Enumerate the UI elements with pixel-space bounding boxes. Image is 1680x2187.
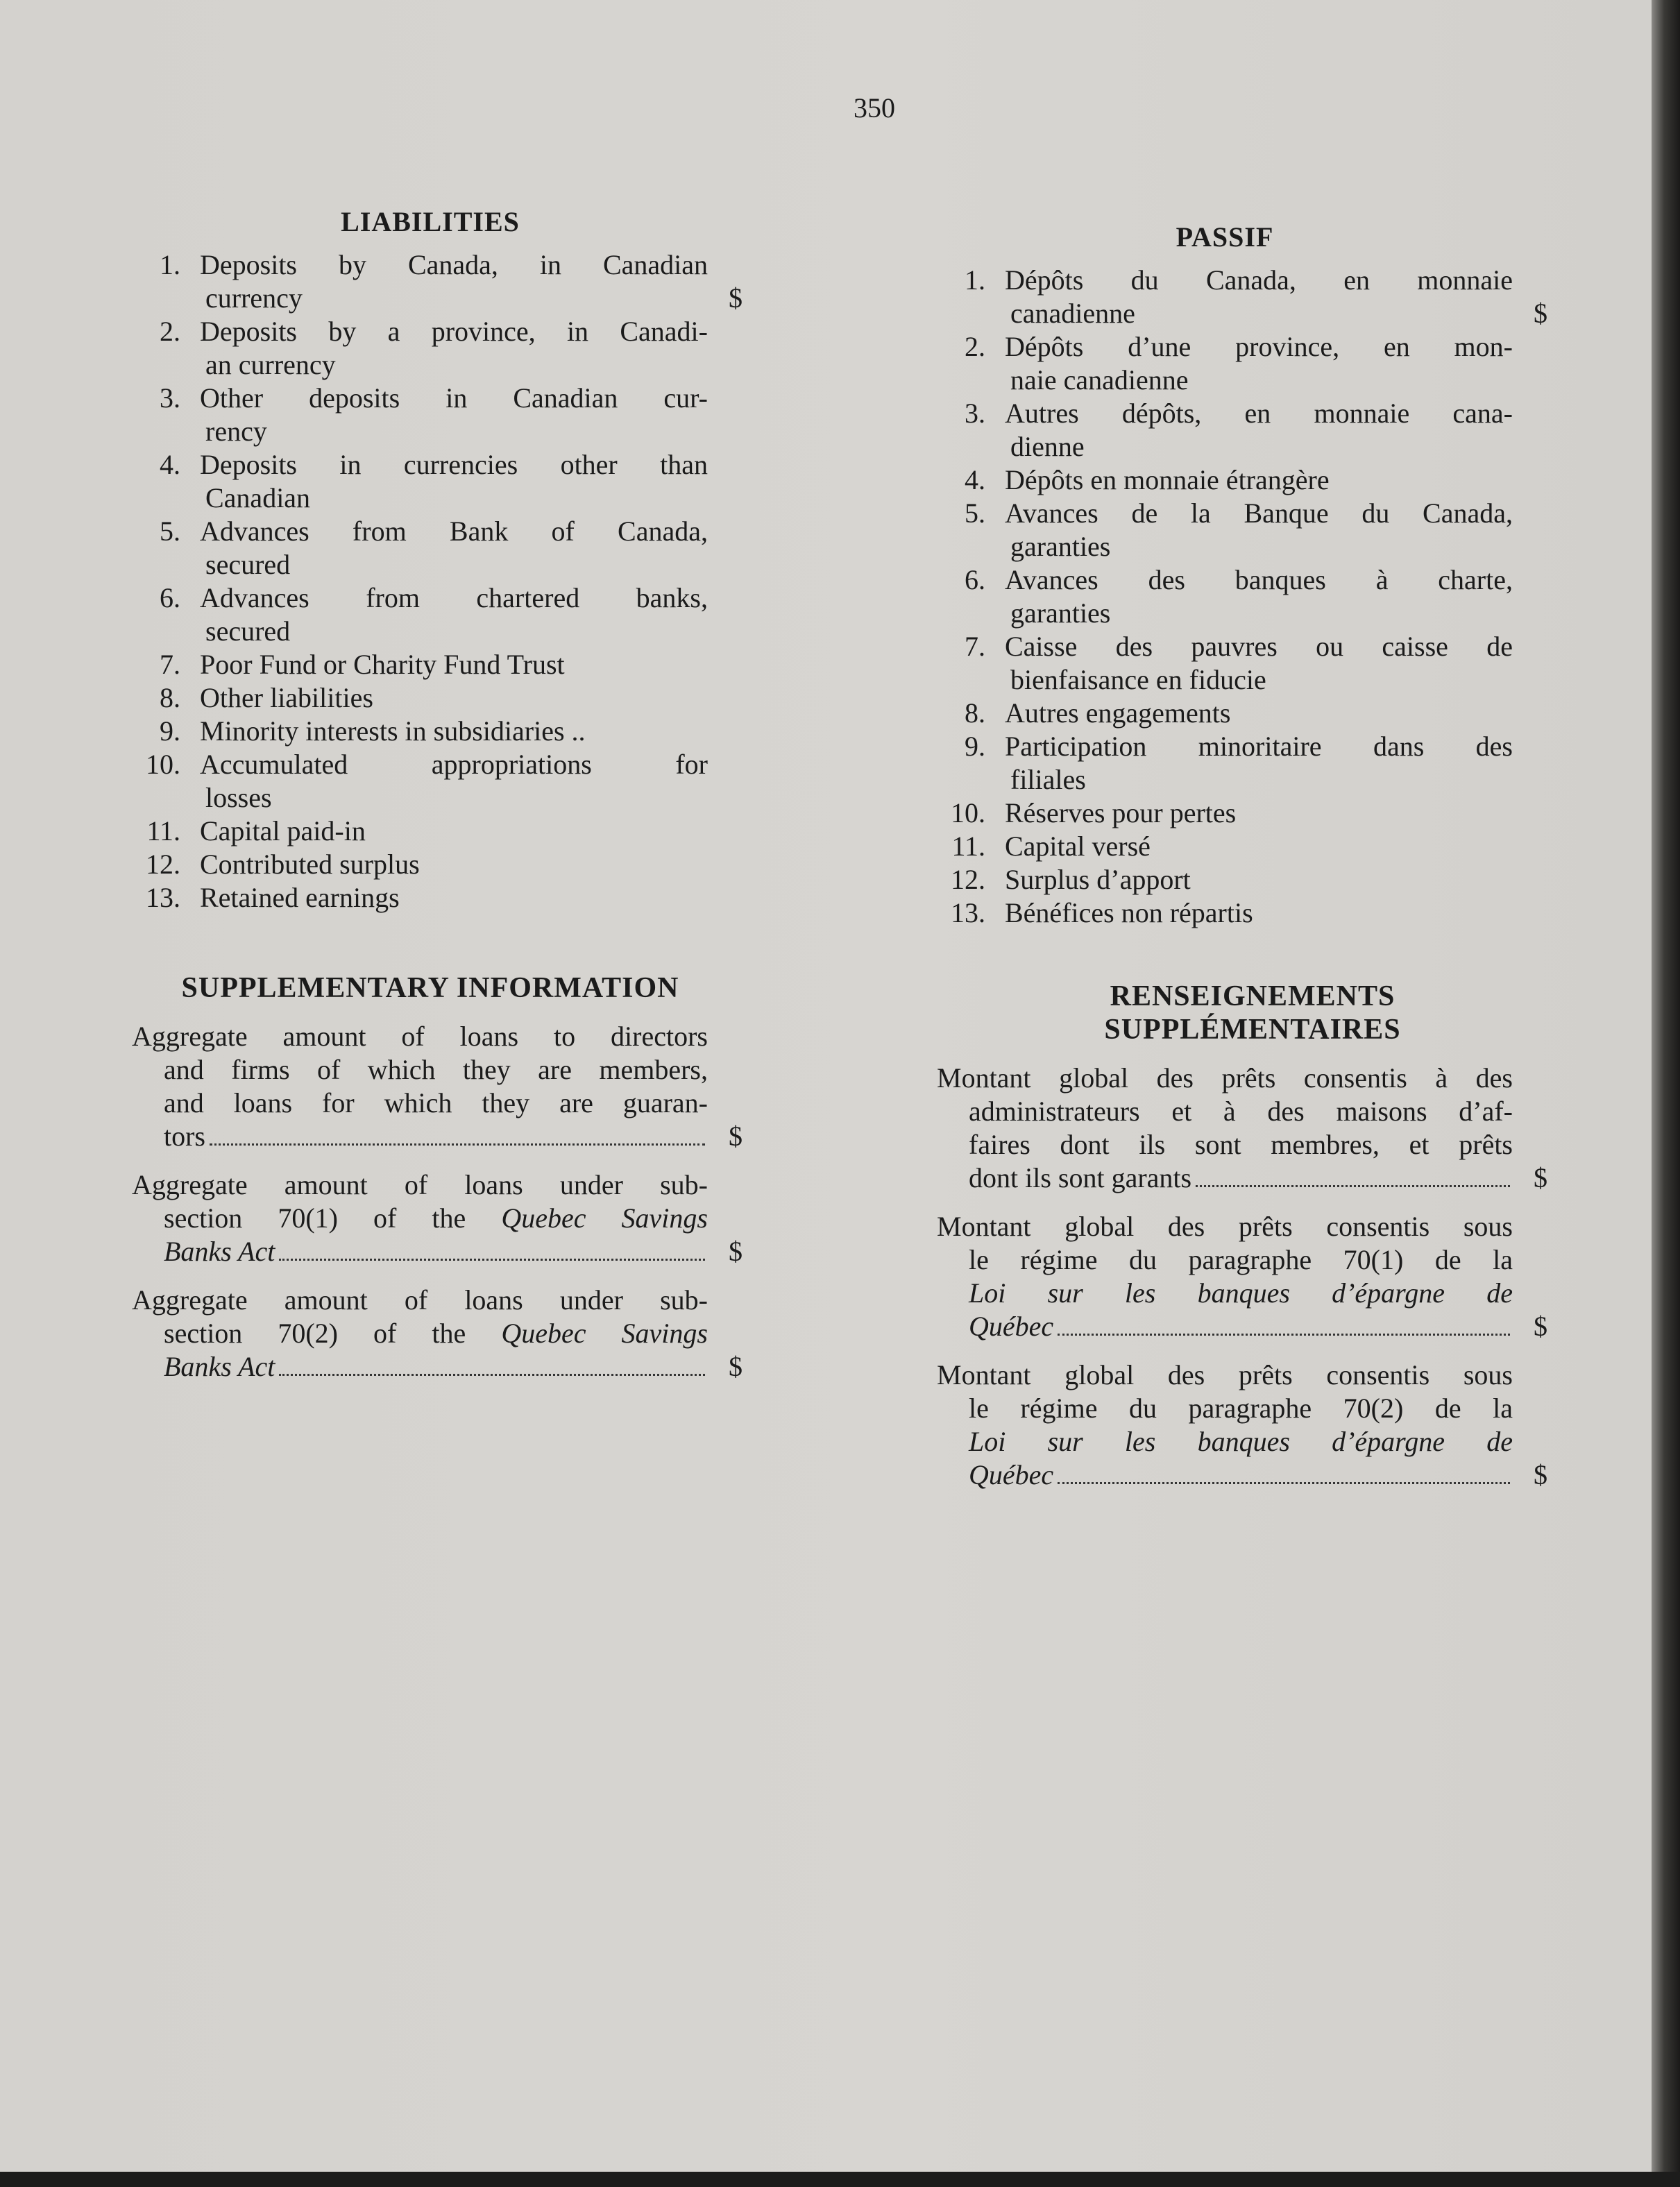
item-text	[1005, 563, 1513, 630]
item-line	[200, 781, 708, 815]
item-text	[1005, 264, 1513, 330]
item-text	[200, 848, 708, 881]
item-text	[1005, 463, 1513, 497]
entry-line	[132, 1317, 708, 1350]
item-number: 10.	[146, 749, 180, 780]
item-text	[200, 382, 708, 448]
item-number: 5.	[160, 516, 180, 547]
entry-line-italic: Loi sur les banques d’épargne de	[969, 1277, 1513, 1309]
list-item	[937, 797, 1513, 830]
dollar-sign: $	[1534, 1311, 1547, 1342]
item-line-text: garanties	[1010, 597, 1111, 629]
entry-line: le régime du paragraphe 70(1) de la	[969, 1244, 1513, 1275]
item-line: Advances from Bank of Canada,	[200, 516, 708, 547]
passif-column	[937, 221, 1547, 930]
entry-line-text: section 70(2) of the	[164, 1318, 502, 1349]
item-number: 6.	[965, 564, 985, 595]
item-text	[200, 815, 708, 848]
item-number: 3.	[160, 382, 180, 414]
entry-line-italic: Loi sur les banques d’épargne de	[969, 1426, 1513, 1457]
item-line	[1005, 463, 1513, 497]
item-line-text: Capital versé	[1005, 831, 1151, 862]
item-line-text: dienne	[1010, 431, 1085, 462]
dollar-sign: $	[729, 1121, 743, 1152]
item-line	[1005, 697, 1513, 730]
item-line-text: currency	[205, 282, 303, 314]
item-line: Deposits in currencies other than	[200, 449, 708, 480]
item-line-text: garanties	[1010, 531, 1111, 562]
item-number: 6.	[160, 582, 180, 613]
page-bottom-edge	[0, 2172, 1680, 2187]
item-number: 8.	[160, 682, 180, 713]
entry-line-text: tors	[164, 1121, 205, 1152]
item-number: 13.	[146, 882, 180, 913]
supplementary-entry	[937, 1359, 1547, 1492]
item-number: 7.	[160, 649, 180, 680]
item-text	[200, 315, 708, 382]
item-text	[200, 881, 708, 914]
entry-line: Montant global des prêts consentis sous	[937, 1359, 1513, 1390]
item-line-text: Canadian	[205, 482, 311, 513]
entry-line-text: Banks Act	[164, 1236, 275, 1267]
item-text	[1005, 896, 1513, 930]
item-number: 11.	[951, 831, 985, 862]
list-item	[132, 448, 708, 515]
list-item	[937, 863, 1513, 896]
entry-line: Aggregate amount of loans under sub-	[132, 1284, 708, 1316]
item-text	[1005, 630, 1513, 697]
list-item	[937, 830, 1513, 863]
list-item	[132, 248, 743, 315]
item-line	[200, 348, 708, 382]
supplementary-entry	[132, 1284, 743, 1384]
dollar-sign: $	[729, 282, 743, 314]
list-item	[132, 581, 708, 648]
item-line	[1005, 830, 1513, 863]
dot-leader	[279, 1258, 705, 1261]
item-number: 13.	[951, 897, 985, 928]
supplementary-column	[132, 971, 743, 1399]
entry-line: faires dont ils sont membres, et prêts	[969, 1129, 1513, 1160]
entry-line-text: section 70(1) of the	[164, 1202, 502, 1234]
entry-line-text: Québec	[969, 1459, 1054, 1490]
item-number: 11.	[146, 815, 180, 846]
dot-leader	[1058, 1481, 1510, 1484]
dot-leader	[1058, 1333, 1510, 1336]
entry-line-text: dont ils sont garants	[969, 1162, 1192, 1193]
entry-line-italic: Quebec Savings	[501, 1202, 708, 1234]
item-line	[200, 548, 708, 581]
entry-line: and loans for which they are guaran-	[164, 1087, 708, 1118]
item-line	[200, 282, 708, 315]
item-line-text: Dépôts en monnaie étrangère	[1005, 464, 1330, 495]
item-line	[1005, 364, 1513, 397]
dollar-sign: $	[1534, 1162, 1547, 1193]
item-number: 2.	[965, 331, 985, 362]
item-line: Advances from chartered banks,	[200, 582, 708, 613]
entry-line-text: Québec	[969, 1311, 1054, 1342]
supplementary-entry	[937, 1210, 1547, 1343]
item-number: 5.	[965, 497, 985, 529]
item-line	[200, 482, 708, 515]
supplementary-list	[132, 1020, 743, 1384]
entry-line: le régime du paragraphe 70(2) de la	[969, 1393, 1513, 1424]
item-number: 8.	[965, 697, 985, 729]
item-number: 3.	[965, 398, 985, 429]
item-line-text: Contributed surplus	[200, 849, 420, 880]
entry-line-italic: Quebec Savings	[501, 1318, 708, 1349]
entry-line: Montant global des prêts consentis sous	[937, 1211, 1513, 1242]
item-line	[1005, 797, 1513, 830]
item-text	[200, 248, 708, 315]
item-number: 4.	[160, 449, 180, 480]
page-number: 350	[854, 92, 895, 124]
item-line	[1005, 597, 1513, 630]
item-line-text: filiales	[1010, 764, 1086, 795]
item-number: 7.	[965, 631, 985, 662]
entry-line: Aggregate amount of loans under sub-	[132, 1169, 708, 1200]
supplementary-entry	[132, 1168, 743, 1268]
item-line	[200, 681, 708, 715]
item-line	[1005, 530, 1513, 563]
entry-line	[937, 1161, 1513, 1195]
dollar-sign: $	[729, 1236, 743, 1267]
item-number: 12.	[146, 849, 180, 880]
item-line-text: Bénéfices non répartis	[1005, 897, 1253, 928]
item-line	[1005, 430, 1513, 463]
passif-heading: PASSIF	[1176, 221, 1274, 253]
dot-leader	[210, 1143, 705, 1146]
item-line-text: naie canadienne	[1010, 364, 1189, 395]
entry-line	[132, 1235, 708, 1268]
item-text	[200, 448, 708, 515]
list-item	[132, 382, 708, 448]
supplementary-heading: SUPPLEMENTARY INFORMATION	[181, 972, 679, 1004]
item-line-text: an currency	[205, 349, 336, 380]
item-text	[1005, 830, 1513, 863]
item-line-text: bienfaisance en fiducie	[1010, 664, 1266, 695]
list-item	[937, 397, 1513, 463]
item-text	[1005, 730, 1513, 797]
item-line: Accumulated appropriations for	[200, 749, 708, 780]
item-line	[200, 848, 708, 881]
list-item	[937, 264, 1547, 330]
item-text	[200, 581, 708, 648]
list-item	[132, 815, 708, 848]
supplementary-entry	[937, 1062, 1547, 1195]
item-number: 10.	[951, 797, 985, 828]
item-text	[1005, 797, 1513, 830]
list-item	[937, 630, 1513, 697]
entry-line	[132, 1120, 708, 1153]
item-line	[200, 715, 708, 748]
item-line: Deposits by Canada, in Canadian	[200, 249, 708, 280]
item-text	[1005, 397, 1513, 463]
list-item	[132, 748, 708, 815]
entry-line	[132, 1202, 708, 1235]
item-number: 12.	[951, 864, 985, 895]
item-line: Deposits by a province, in Canadi-	[200, 316, 708, 347]
item-text	[200, 681, 708, 715]
list-item	[937, 730, 1513, 797]
item-line-text: Capital paid-in	[200, 815, 366, 846]
item-number: 2.	[160, 316, 180, 347]
list-item	[132, 515, 708, 581]
list-item	[937, 497, 1513, 563]
item-line: Dépôts d’une province, en mon-	[1005, 331, 1513, 362]
dollar-sign: $	[729, 1351, 743, 1382]
item-line-text: Minority interests in subsidiaries ..	[200, 715, 586, 747]
item-line	[1005, 863, 1513, 896]
renseignements-column	[937, 980, 1547, 1507]
list-item	[132, 681, 708, 715]
entry-line: and firms of which they are members,	[164, 1054, 708, 1085]
dollar-sign: $	[1534, 1459, 1547, 1490]
renseignements-heading: RENSEIGNEMENTS SUPPLÉMENTAIRES	[1104, 980, 1401, 1046]
entry-line: Montant global des prêts consentis à des	[937, 1062, 1513, 1094]
list-item	[937, 697, 1513, 730]
item-line: Dépôts du Canada, en monnaie	[1005, 264, 1513, 296]
item-line	[200, 648, 708, 681]
entry-line	[132, 1350, 708, 1384]
item-text	[1005, 497, 1513, 563]
item-line	[1005, 896, 1513, 930]
item-line-text: Autres engagements	[1005, 697, 1231, 729]
item-line: Autres dépôts, en monnaie cana-	[1005, 398, 1513, 429]
item-line-text: secured	[205, 615, 291, 647]
item-line-text: canadienne	[1010, 298, 1135, 329]
item-line	[1005, 297, 1513, 330]
liabilities-heading: LIABILITIES	[341, 206, 520, 237]
item-line	[1005, 663, 1513, 697]
item-line-text: secured	[205, 549, 291, 580]
list-item	[937, 896, 1513, 930]
item-number: 4.	[965, 464, 985, 495]
item-line-text: Retained earnings	[200, 882, 400, 913]
item-text	[200, 715, 708, 748]
item-line: Participation minoritaire dans des	[1005, 731, 1513, 762]
item-line: Avances des banques à charte,	[1005, 564, 1513, 595]
list-item	[937, 463, 1513, 497]
item-line-text: rency	[205, 416, 267, 447]
item-line-text: Réserves pour pertes	[1005, 797, 1237, 828]
list-item	[937, 563, 1513, 630]
item-line	[200, 881, 708, 914]
list-item	[132, 848, 708, 881]
entry-line: administrateurs et à des maisons d’af-	[969, 1096, 1513, 1127]
item-line-text: Surplus d’apport	[1005, 864, 1191, 895]
item-line	[200, 415, 708, 448]
supplementary-entry	[132, 1020, 743, 1153]
page-edge-shadow	[1652, 0, 1680, 2187]
entry-line-text: Banks Act	[164, 1351, 275, 1382]
entry-line	[937, 1458, 1513, 1492]
liabilities-column	[132, 205, 743, 914]
item-line	[200, 815, 708, 848]
item-number: 9.	[965, 731, 985, 762]
list-item	[132, 648, 708, 681]
item-line-text: Poor Fund or Charity Fund Trust	[200, 649, 565, 680]
item-line: Caisse des pauvres ou caisse de	[1005, 631, 1513, 662]
list-item	[132, 881, 708, 914]
dot-leader	[1196, 1184, 1510, 1187]
item-text	[200, 748, 708, 815]
liabilities-list	[132, 248, 743, 914]
item-text	[1005, 697, 1513, 730]
dollar-sign: $	[1534, 298, 1547, 329]
list-item	[937, 330, 1513, 397]
passif-list	[937, 264, 1547, 930]
dot-leader	[279, 1373, 705, 1376]
entry-line: Aggregate amount of loans to directors	[132, 1021, 708, 1052]
item-line	[1005, 763, 1513, 797]
list-item	[132, 715, 708, 748]
list-item	[132, 315, 708, 382]
item-number: 9.	[160, 715, 180, 747]
item-number: 1.	[965, 264, 985, 296]
item-line	[200, 615, 708, 648]
item-text	[200, 515, 708, 581]
item-line: Other deposits in Canadian cur-	[200, 382, 708, 414]
entry-line	[937, 1310, 1513, 1343]
item-text	[1005, 863, 1513, 896]
item-line-text: Other liabilities	[200, 682, 373, 713]
item-text	[1005, 330, 1513, 397]
renseignements-list	[937, 1062, 1547, 1492]
item-number: 1.	[160, 249, 180, 280]
item-line-text: losses	[205, 782, 272, 813]
item-text	[200, 648, 708, 681]
item-line: Avances de la Banque du Canada,	[1005, 497, 1513, 529]
